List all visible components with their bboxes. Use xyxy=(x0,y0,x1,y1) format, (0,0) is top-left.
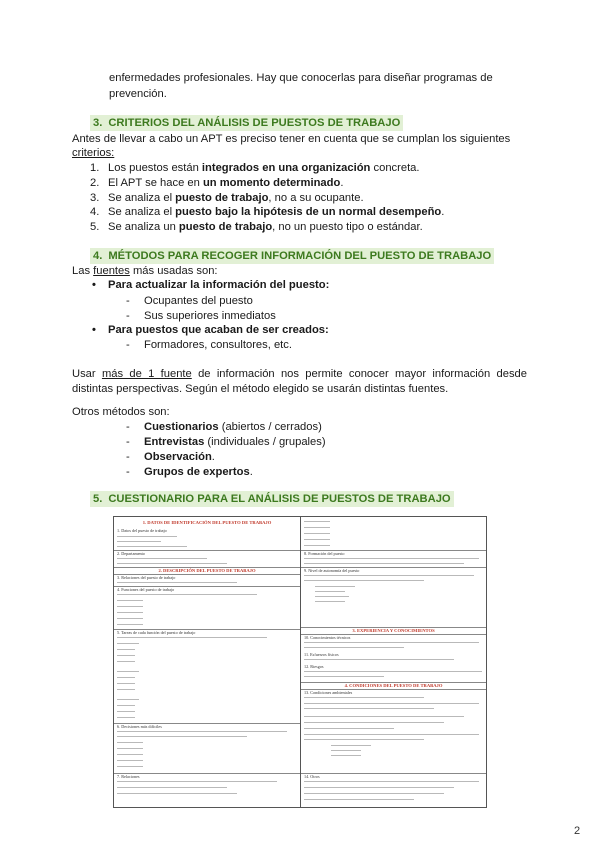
form-field: 7. Relaciones xyxy=(117,774,140,779)
section-3-number: 3. xyxy=(93,117,103,129)
intro-line-1: enfermedades profesionales. Hay que conocerlas para diseñar programas de xyxy=(109,72,493,84)
form-right-column xyxy=(301,517,486,807)
form-field: 4. Funciones del puesto de trabajo xyxy=(117,587,175,592)
sources-paragraph-line-2: distintas perspectivas. Según el método elegido se usarán distintas fuentes. xyxy=(72,383,449,395)
list-item: - Ocupantes del puesto xyxy=(126,295,253,307)
form-right-red-title-1: 3. EXPERIENCIA Y CONOCIMIENTOS xyxy=(352,628,435,633)
form-left-column xyxy=(114,517,301,807)
form-field: 5. Tareas de cada función del puesto de trabajo xyxy=(117,630,196,635)
form-field: 6. Decisiones más difíciles xyxy=(117,724,162,729)
section-3-lead-criterios: criterios: xyxy=(72,147,115,159)
form-field: 8. Formación del puesto xyxy=(304,551,345,556)
form-field: 3. Relaciones del puesto de trabajo xyxy=(117,575,176,580)
form-left-subtitle: 2. DESCRIPCIÓN DEL PUESTO DE TRABAJO xyxy=(158,568,256,573)
criteria-item: 3. Se analiza el puesto de trabajo, no a su ocupante. xyxy=(90,192,364,204)
form-field: 2. Departamento xyxy=(117,551,145,556)
section-4-title: MÉTODOS PARA RECOGER INFORMACIÓN DEL PUESTO DE TRABAJO xyxy=(108,250,492,262)
section-5-number: 5. xyxy=(93,493,103,505)
form-field: 1. Datos del puesto de trabajo xyxy=(117,528,167,533)
section-4-heading xyxy=(90,248,494,264)
sources-paragraph-line-1: Usar más de 1 fuente de información nos permite conocer mayor información desde xyxy=(72,368,528,380)
section-5-title: CUESTIONARIO PARA EL ANÁLISIS DE PUESTOS DE TRABAJO xyxy=(108,493,451,505)
form-field: 11. Esfuerzos físicos xyxy=(304,652,339,657)
list-item: - Formadores, consultores, etc. xyxy=(126,339,292,351)
form-left-title: 1. DATOS DE IDENTIFICACIÓN DEL PUESTO DE TRABAJO xyxy=(142,520,272,525)
method-item: - Entrevistas (individuales / grupales) xyxy=(126,436,326,448)
method-item: - Cuestionarios (abiertos / cerrados) xyxy=(126,421,322,433)
section-3-heading xyxy=(90,115,403,131)
form-field: 13. Condiciones ambientales xyxy=(304,690,353,695)
criteria-item: 4. Se analiza el puesto bajo la hipótesis de un normal desempeño. xyxy=(90,206,445,218)
section-4-number: 4. xyxy=(93,250,103,262)
form-field: 14. Otros xyxy=(304,774,320,779)
list-item: - Sus superiores inmediatos xyxy=(126,310,276,322)
section-3-lead: Antes de llevar a cabo un APT es preciso tener en cuenta que se cumplan los siguientes xyxy=(72,133,511,145)
bullet-dot: • xyxy=(92,279,96,291)
page-number: 2 xyxy=(574,825,581,837)
bullet-update-info: • Para actualizar la información del puesto: xyxy=(92,279,330,291)
other-methods-label: Otros métodos son: xyxy=(72,406,170,418)
criteria-item: 5. Se analiza un puesto de trabajo, no un puesto tipo o estándar. xyxy=(90,221,423,233)
section-3-title: CRITERIOS DEL ANÁLISIS DE PUESTOS DE TRABAJO xyxy=(108,117,401,129)
form-field: 10. Conocimientos técnicos xyxy=(304,635,351,640)
form-right-red-title-2: 4. CONDICIONES DEL PUESTO DE TRABAJO xyxy=(344,683,443,688)
intro-line-2: prevención. xyxy=(109,88,167,100)
method-item: - Grupos de expertos. xyxy=(126,466,253,478)
bullet-new-posts: • Para puestos que acaban de ser creados: xyxy=(92,324,329,336)
section-4-lead: Las fuentes más usadas son: xyxy=(72,265,218,277)
method-item: - Observación. xyxy=(126,451,215,463)
bullet-dot: • xyxy=(92,324,96,336)
criteria-item: 2. El APT se hace en un momento determinado. xyxy=(90,177,344,189)
form-field: 9. Nivel de autonomía del puesto xyxy=(304,568,360,573)
form-field: 12. Riesgos xyxy=(304,664,324,669)
section-5-heading xyxy=(90,491,454,507)
questionnaire-form-image xyxy=(113,516,487,808)
criteria-item: 1. Los puestos están integrados en una organización concreta. xyxy=(90,162,420,174)
